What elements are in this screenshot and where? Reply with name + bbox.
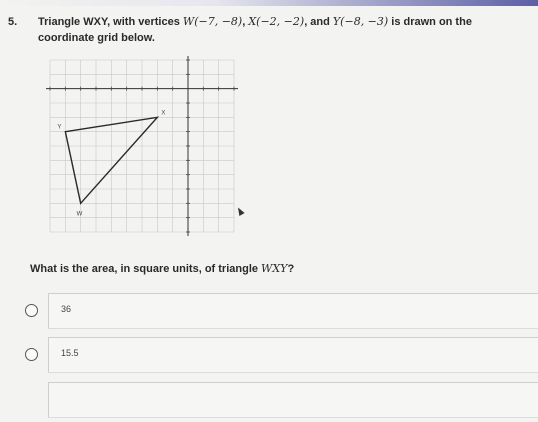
top-progress-strip (0, 0, 538, 6)
vertex-label-w: W (76, 211, 83, 218)
prompt-before: What is the area, in square units, of triangle (30, 263, 262, 275)
answer-choice-3[interactable] (0, 382, 538, 422)
question-sep-1: , (242, 16, 249, 28)
prompt-triangle: WXY (261, 262, 288, 275)
radio-button-1[interactable] (25, 304, 38, 317)
answer-label-2: 15.5 (61, 348, 79, 358)
answer-box-3[interactable] (48, 382, 538, 418)
coordinate-grid (42, 52, 242, 240)
vertex-x: X(−2, −2) (248, 15, 305, 28)
vertex-y: Y(−8, −3) (332, 15, 389, 28)
answer-box-2[interactable] (48, 337, 538, 373)
answer-choice-1[interactable] (0, 290, 538, 330)
question-sep-2: , and (304, 16, 333, 28)
vertex-label-y: Y (57, 124, 62, 131)
answer-box-1[interactable] (48, 293, 538, 329)
question-number: 5. (8, 16, 18, 28)
radio-button-2[interactable] (25, 348, 38, 361)
answer-label-1: 36 (61, 304, 72, 314)
question-prompt (30, 262, 294, 275)
prompt-after: ? (287, 263, 295, 275)
question-text (38, 14, 530, 46)
answer-choice-2[interactable] (0, 336, 538, 376)
question-text-after: is drawn on the coordinate grid below. (38, 16, 472, 44)
vertex-label-x: X (161, 110, 166, 117)
grid-lines (50, 60, 234, 232)
vertex-w: W(−7, −8) (182, 15, 243, 28)
question-text-before: Triangle WXY, with vertices (38, 16, 183, 28)
